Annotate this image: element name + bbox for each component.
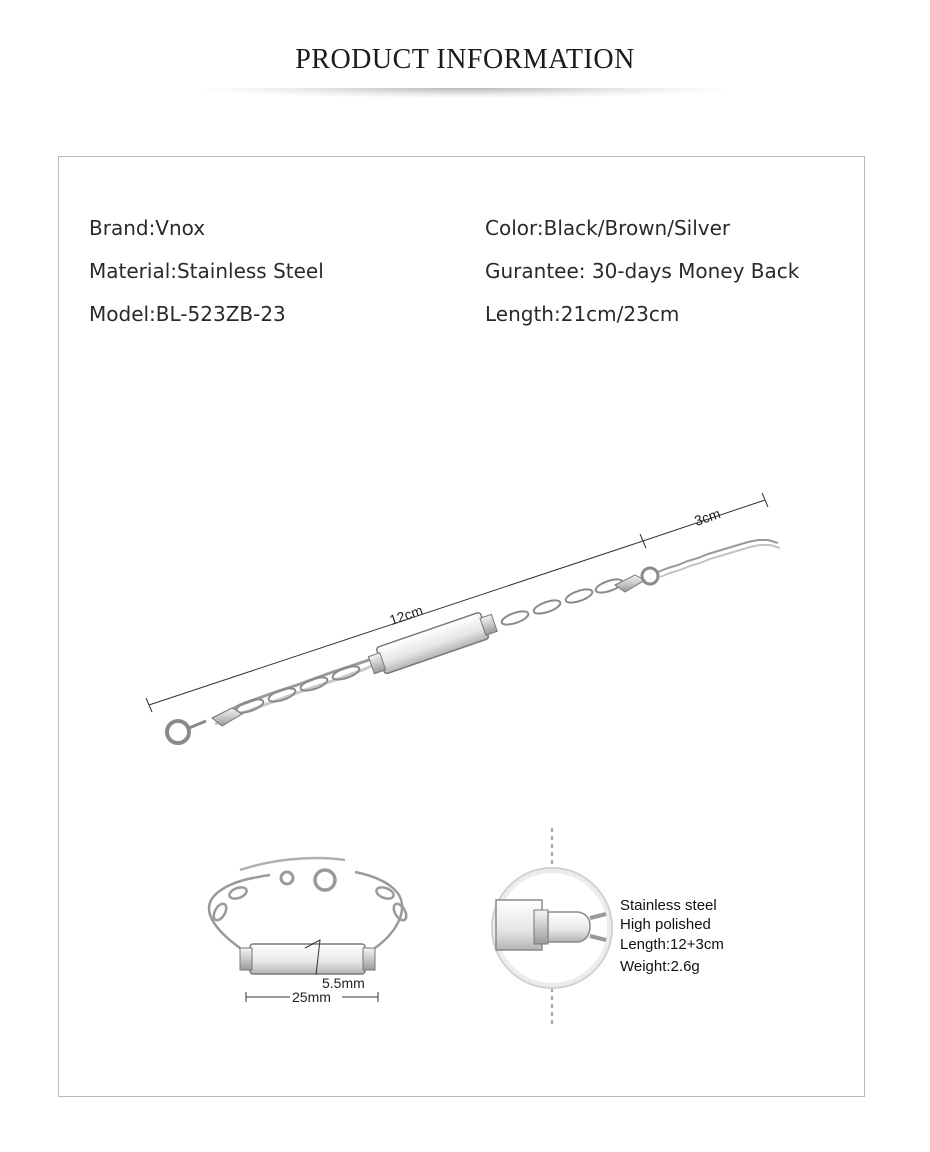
lobster-clasp xyxy=(167,721,189,743)
label-12cm: 12cm xyxy=(387,601,425,629)
label-5-5mm: 5.5mm xyxy=(322,975,365,991)
id-plate xyxy=(366,609,498,678)
detail-finish: High polished xyxy=(620,916,711,933)
magnified-detail-circle xyxy=(492,868,612,988)
extender-chain xyxy=(658,540,780,577)
end-tab-right xyxy=(615,575,645,592)
spec-brand: Brand:Vnox xyxy=(89,216,206,240)
spec-guarantee: Gurantee: 30-days Money Back xyxy=(485,259,800,283)
label-25mm: 25mm xyxy=(292,989,331,1005)
chain-links-right xyxy=(500,577,624,628)
spec-model: Model:BL-523ZB-23 xyxy=(89,302,286,326)
jump-ring xyxy=(642,568,658,584)
detail-material: Stainless steel xyxy=(620,897,717,914)
detail-weight: Weight:2.6g xyxy=(620,958,700,975)
detail-length: Length:12+3cm xyxy=(620,936,724,953)
page-title: PRODUCT INFORMATION xyxy=(295,44,635,75)
label-3cm: 3cm xyxy=(692,505,723,529)
spec-color: Color:Black/Brown/Silver xyxy=(485,216,731,240)
bracelet-top-plate xyxy=(240,944,375,974)
spec-material: Material:Stainless Steel xyxy=(89,259,324,283)
bracelet-top-view xyxy=(209,858,409,948)
spec-length: Length:21cm/23cm xyxy=(485,302,680,326)
